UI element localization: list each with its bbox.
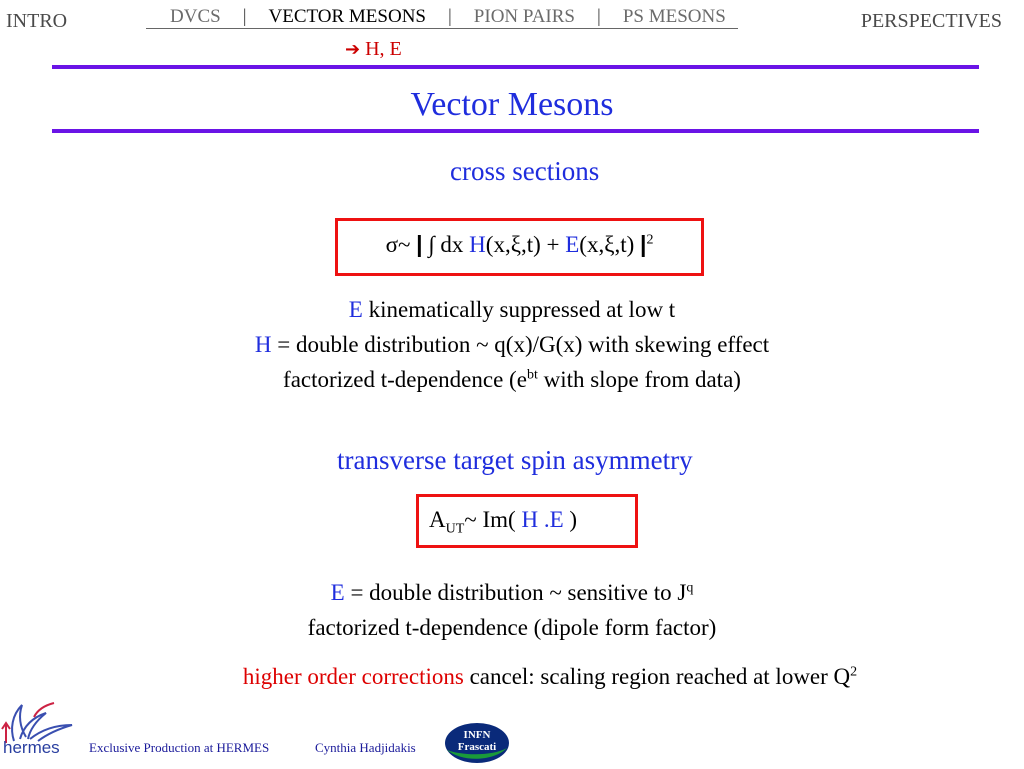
t-dependence-exponent: bt [526, 367, 538, 383]
arrow-right-icon: ➔ [345, 39, 361, 60]
asymmetry-formula-box [416, 494, 638, 548]
cross-section-formula [338, 231, 701, 258]
dipole-line: factorized t-dependence (dipole form factor) [307, 615, 717, 640]
nav-pion-pairs-link[interactable]: PION PAIRS [473, 6, 575, 27]
higher-order-line [38, 664, 1024, 690]
abs-bar-open: | [416, 231, 423, 257]
integral-symbol: ∫ [428, 232, 435, 257]
e-term: E [330, 580, 345, 605]
formula-exponent: 2 [646, 232, 654, 248]
hermes-wing-icon [0, 695, 80, 761]
formula-args-e: (x,ξ,t) [579, 232, 640, 257]
hermes-logo [0, 695, 80, 761]
hermes-logo-text: hermes [3, 738, 60, 757]
infn-logo-icon [443, 722, 511, 764]
asymmetry-a: A [429, 507, 446, 532]
nav-perspectives-link[interactable]: PERSPECTIVES [860, 10, 1002, 32]
sigma-symbol: σ~ [385, 232, 411, 257]
asymmetry-dot: . [538, 507, 550, 532]
footer-author: Cynthia Hadjidakis [315, 740, 416, 755]
asymmetry-subscript: UT [445, 521, 465, 537]
formula-h: H [469, 232, 486, 257]
asymmetry-close: ) [563, 507, 578, 532]
bottom-divider [52, 129, 979, 133]
formula-args-h: (x,ξ,t) + [485, 232, 566, 257]
higher-order-text: cancel: scaling region reached at lower Q [463, 664, 851, 689]
e-distribution-text: = double distribution ~ sensitive to J [344, 580, 687, 605]
formula-dx: dx [434, 232, 470, 257]
asymmetry-im: ~ Im( [464, 507, 522, 532]
footer-talk-title: Exclusive Production at HERMES [89, 740, 270, 755]
asymmetry-h: H [521, 507, 539, 532]
e-distribution-line [0, 580, 1024, 606]
e-suppressed-text: kinematically suppressed at low t [362, 297, 676, 322]
cross-sections-heading: cross sections [450, 156, 600, 186]
infn-text: INFN [463, 729, 491, 741]
frascati-text: Frascati [457, 741, 497, 753]
infn-frascati-logo [443, 722, 511, 764]
top-divider [52, 65, 979, 69]
nav-intro-link[interactable]: INTRO [6, 10, 68, 32]
h-term: H [254, 332, 272, 357]
t-dependence-pre: factorized t-dependence (e [283, 367, 527, 392]
nav-section-bar [146, 6, 738, 29]
j-superscript: q [686, 580, 694, 596]
nav-sub-label: H, E [365, 38, 402, 60]
nav-sub-link[interactable] [345, 38, 402, 61]
q-exponent: 2 [850, 664, 858, 680]
h-distribution-line [0, 332, 1024, 358]
e-term: E [348, 297, 363, 322]
spin-asymmetry-heading: transverse target spin asymmetry [337, 445, 693, 475]
nav-separator: | [597, 6, 601, 27]
abs-bar-close: | [640, 231, 647, 257]
nav-separator: | [242, 6, 247, 27]
higher-order-highlight: higher order corrections [242, 664, 464, 689]
formula-e: E [565, 232, 580, 257]
h-distribution-text: = double distribution ~ q(x)/G(x) with skewing effect [271, 332, 770, 357]
nav-separator: | [447, 6, 452, 27]
nav-vector-mesons-link[interactable]: VECTOR MESONS [268, 6, 426, 27]
e-suppressed-line [0, 297, 1024, 323]
nav-ps-mesons-link[interactable]: PS MESONS [622, 6, 726, 27]
asymmetry-e: E [549, 507, 564, 532]
t-dependence-post: with slope from data) [537, 367, 741, 392]
cross-section-formula-box [335, 218, 704, 276]
page-title: Vector Mesons [410, 86, 614, 123]
t-dependence-line [0, 367, 1024, 393]
nav-dvcs-link[interactable]: DVCS [170, 6, 221, 27]
asymmetry-formula [429, 507, 577, 538]
